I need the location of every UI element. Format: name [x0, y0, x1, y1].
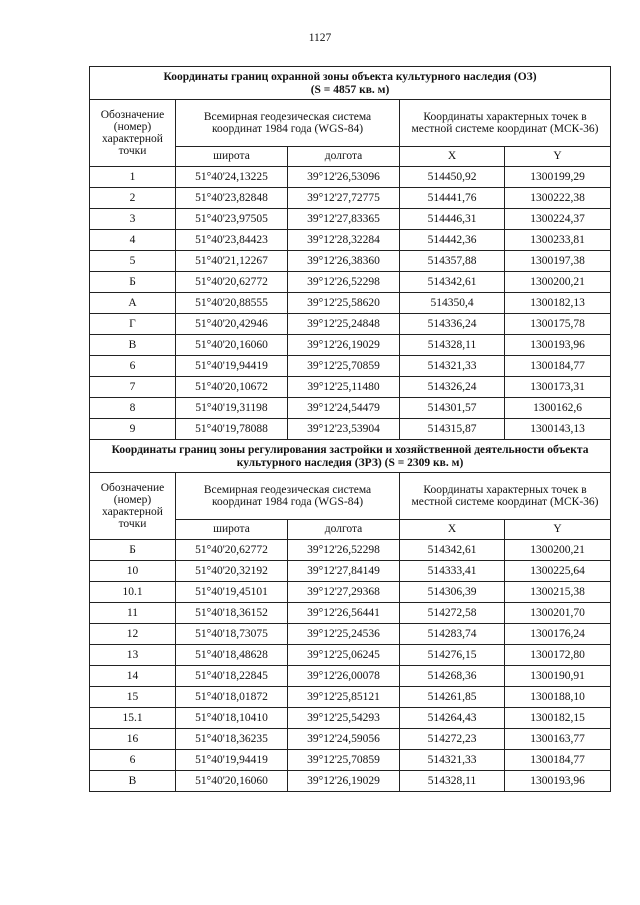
table-row	[90, 419, 611, 440]
longitude-cell: 39°12'25,70859	[288, 750, 400, 771]
zone1-y-header: Y	[505, 147, 611, 167]
x-coordinate-cell: 514326,24	[400, 377, 505, 398]
longitude-cell: 39°12'26,00078	[288, 666, 400, 687]
x-coordinate-cell: 514336,24	[400, 314, 505, 335]
table-row	[90, 687, 611, 708]
longitude-cell: 39°12'25,70859	[288, 356, 400, 377]
longitude-cell: 39°12'26,56441	[288, 603, 400, 624]
x-coordinate-cell: 514276,15	[400, 645, 505, 666]
point-id-cell: 15	[90, 687, 176, 708]
y-coordinate-cell: 1300225,64	[505, 561, 611, 582]
y-coordinate-cell: 1300188,10	[505, 687, 611, 708]
y-coordinate-cell: 1300184,77	[505, 356, 611, 377]
table-row	[90, 666, 611, 687]
y-coordinate-cell: 1300184,77	[505, 750, 611, 771]
zone1-title	[90, 67, 611, 100]
latitude-cell: 51°40'18,10410	[176, 708, 288, 729]
zone1-title-row	[90, 67, 611, 100]
zone2-x-header: X	[400, 520, 505, 540]
y-coordinate-cell: 1300176,24	[505, 624, 611, 645]
x-coordinate-cell: 514301,57	[400, 398, 505, 419]
point-id-cell: 12	[90, 624, 176, 645]
table-row	[90, 561, 611, 582]
zone1-header-row	[90, 100, 611, 147]
longitude-cell: 39°12'26,52298	[288, 272, 400, 293]
longitude-cell: 39°12'24,54479	[288, 398, 400, 419]
y-coordinate-cell: 1300190,91	[505, 666, 611, 687]
latitude-cell: 51°40'23,97505	[176, 209, 288, 230]
point-id-cell: 13	[90, 645, 176, 666]
x-coordinate-cell: 514357,88	[400, 251, 505, 272]
table-row	[90, 272, 611, 293]
latitude-cell: 51°40'20,88555	[176, 293, 288, 314]
zone1-title-text: Координаты границ охранной зоны объекта культурного наследия (ОЗ)	[163, 71, 537, 84]
point-id-cell: 9	[90, 419, 176, 440]
x-coordinate-cell: 514272,23	[400, 729, 505, 750]
zone1-designation-header: Обозначение (номер) характерной точки	[90, 100, 176, 167]
point-id-cell: Г	[90, 314, 176, 335]
latitude-cell: 51°40'19,94419	[176, 750, 288, 771]
x-coordinate-cell: 514306,39	[400, 582, 505, 603]
longitude-cell: 39°12'25,11480	[288, 377, 400, 398]
longitude-cell: 39°12'26,19029	[288, 335, 400, 356]
x-coordinate-cell: 514446,31	[400, 209, 505, 230]
zone1-lat-header: широта	[176, 147, 288, 167]
y-coordinate-cell: 1300172,80	[505, 645, 611, 666]
point-id-cell: В	[90, 335, 176, 356]
zone1-area: (S = 4857 кв. м)	[310, 83, 390, 96]
longitude-cell: 39°12'25,06245	[288, 645, 400, 666]
latitude-cell: 51°40'20,62772	[176, 540, 288, 561]
latitude-cell: 51°40'19,78088	[176, 419, 288, 440]
latitude-cell: 51°40'23,82848	[176, 188, 288, 209]
zone2-designation-header: Обозначение (номер) характерной точки	[90, 473, 176, 540]
table-row	[90, 645, 611, 666]
point-id-cell: 8	[90, 398, 176, 419]
table-row	[90, 377, 611, 398]
latitude-cell: 51°40'20,10672	[176, 377, 288, 398]
longitude-cell: 39°12'27,83365	[288, 209, 400, 230]
point-id-cell: 14	[90, 666, 176, 687]
x-coordinate-cell: 514315,87	[400, 419, 505, 440]
table-row	[90, 230, 611, 251]
point-id-cell: 5	[90, 251, 176, 272]
longitude-cell: 39°12'25,58620	[288, 293, 400, 314]
zone1-x-header: X	[400, 147, 505, 167]
zone2-wgs-header: Всемирная геодезическая система координат 1984 года (WGS-84)	[176, 473, 400, 520]
zone2-title-text: Координаты границ зоны регулирования застройки и хозяйственной деятельности объекта культурного наследия (ЗРЗ)	[111, 444, 589, 469]
x-coordinate-cell: 514342,61	[400, 272, 505, 293]
y-coordinate-cell: 1300222,38	[505, 188, 611, 209]
latitude-cell: 51°40'19,45101	[176, 582, 288, 603]
point-id-cell: 3	[90, 209, 176, 230]
y-coordinate-cell: 1300200,21	[505, 540, 611, 561]
table-row	[90, 209, 611, 230]
y-coordinate-cell: 1300173,31	[505, 377, 611, 398]
longitude-cell: 39°12'23,53904	[288, 419, 400, 440]
latitude-cell: 51°40'23,84423	[176, 230, 288, 251]
y-coordinate-cell: 1300197,38	[505, 251, 611, 272]
longitude-cell: 39°12'25,54293	[288, 708, 400, 729]
y-coordinate-cell: 1300175,78	[505, 314, 611, 335]
table-row	[90, 582, 611, 603]
table-row	[90, 314, 611, 335]
y-coordinate-cell: 1300163,77	[505, 729, 611, 750]
longitude-cell: 39°12'25,24848	[288, 314, 400, 335]
y-coordinate-cell: 1300224,37	[505, 209, 611, 230]
longitude-cell: 39°12'25,24536	[288, 624, 400, 645]
latitude-cell: 51°40'18,36152	[176, 603, 288, 624]
longitude-cell: 39°12'26,52298	[288, 540, 400, 561]
x-coordinate-cell: 514442,36	[400, 230, 505, 251]
latitude-cell: 51°40'20,16060	[176, 335, 288, 356]
point-id-cell: 11	[90, 603, 176, 624]
zone2-header-row	[90, 473, 611, 520]
point-id-cell: 1	[90, 167, 176, 188]
y-coordinate-cell: 1300193,96	[505, 771, 611, 792]
zone1-rows	[90, 167, 611, 440]
zone2-title-row	[90, 440, 611, 473]
latitude-cell: 51°40'20,42946	[176, 314, 288, 335]
y-coordinate-cell: 1300201,70	[505, 603, 611, 624]
zone2-title	[90, 440, 611, 473]
x-coordinate-cell: 514272,58	[400, 603, 505, 624]
y-coordinate-cell: 1300233,81	[505, 230, 611, 251]
latitude-cell: 51°40'20,62772	[176, 272, 288, 293]
point-id-cell: 6	[90, 750, 176, 771]
longitude-cell: 39°12'28,32284	[288, 230, 400, 251]
longitude-cell: 39°12'27,84149	[288, 561, 400, 582]
y-coordinate-cell: 1300143,13	[505, 419, 611, 440]
point-id-cell: Б	[90, 272, 176, 293]
point-id-cell: 7	[90, 377, 176, 398]
longitude-cell: 39°12'24,59056	[288, 729, 400, 750]
x-coordinate-cell: 514268,36	[400, 666, 505, 687]
zone2-rows	[90, 540, 611, 792]
page-number: 1127	[308, 32, 332, 44]
point-id-cell: А	[90, 293, 176, 314]
table-row	[90, 771, 611, 792]
y-coordinate-cell: 1300193,96	[505, 335, 611, 356]
point-id-cell: 6	[90, 356, 176, 377]
table-row	[90, 188, 611, 209]
latitude-cell: 51°40'19,31198	[176, 398, 288, 419]
longitude-cell: 39°12'26,19029	[288, 771, 400, 792]
y-coordinate-cell: 1300182,13	[505, 293, 611, 314]
point-id-cell: Б	[90, 540, 176, 561]
zone2-y-header: Y	[505, 520, 611, 540]
table-row	[90, 540, 611, 561]
y-coordinate-cell: 1300182,15	[505, 708, 611, 729]
point-id-cell: 10.1	[90, 582, 176, 603]
longitude-cell: 39°12'27,72775	[288, 188, 400, 209]
latitude-cell: 51°40'18,73075	[176, 624, 288, 645]
x-coordinate-cell: 514450,92	[400, 167, 505, 188]
coordinates-table	[89, 66, 611, 792]
table-row	[90, 293, 611, 314]
point-id-cell: 16	[90, 729, 176, 750]
x-coordinate-cell: 514342,61	[400, 540, 505, 561]
zone2-msk-header: Координаты характерных точек в местной системе координат (МСК-36)	[400, 473, 611, 520]
x-coordinate-cell: 514321,33	[400, 356, 505, 377]
y-coordinate-cell: 1300215,38	[505, 582, 611, 603]
zone2-lon-header: долгота	[288, 520, 400, 540]
latitude-cell: 51°40'18,01872	[176, 687, 288, 708]
latitude-cell: 51°40'20,16060	[176, 771, 288, 792]
longitude-cell: 39°12'26,53096	[288, 167, 400, 188]
table-row	[90, 708, 611, 729]
x-coordinate-cell: 514333,41	[400, 561, 505, 582]
latitude-cell: 51°40'20,32192	[176, 561, 288, 582]
latitude-cell: 51°40'19,94419	[176, 356, 288, 377]
table-row	[90, 398, 611, 419]
table-row	[90, 729, 611, 750]
zone1-lon-header: долгота	[288, 147, 400, 167]
x-coordinate-cell: 514328,11	[400, 335, 505, 356]
y-coordinate-cell: 1300162,6	[505, 398, 611, 419]
longitude-cell: 39°12'25,85121	[288, 687, 400, 708]
zone2-area: (S = 2309 кв. м)	[384, 456, 464, 469]
table-row	[90, 750, 611, 771]
table-row	[90, 167, 611, 188]
zone1-msk-header: Координаты характерных точек в местной системе координат (МСК-36)	[400, 100, 611, 147]
point-id-cell: 4	[90, 230, 176, 251]
latitude-cell: 51°40'18,48628	[176, 645, 288, 666]
point-id-cell: В	[90, 771, 176, 792]
y-coordinate-cell: 1300200,21	[505, 272, 611, 293]
x-coordinate-cell: 514441,76	[400, 188, 505, 209]
zone1-wgs-header: Всемирная геодезическая система координат 1984 года (WGS-84)	[176, 100, 400, 147]
y-coordinate-cell: 1300199,29	[505, 167, 611, 188]
table-row	[90, 251, 611, 272]
x-coordinate-cell: 514350,4	[400, 293, 505, 314]
latitude-cell: 51°40'18,22845	[176, 666, 288, 687]
table-row	[90, 356, 611, 377]
point-id-cell: 10	[90, 561, 176, 582]
point-id-cell: 15.1	[90, 708, 176, 729]
x-coordinate-cell: 514328,11	[400, 771, 505, 792]
table-row	[90, 603, 611, 624]
longitude-cell: 39°12'27,29368	[288, 582, 400, 603]
x-coordinate-cell: 514321,33	[400, 750, 505, 771]
x-coordinate-cell: 514261,85	[400, 687, 505, 708]
zone2-lat-header: широта	[176, 520, 288, 540]
table-row	[90, 335, 611, 356]
latitude-cell: 51°40'21,12267	[176, 251, 288, 272]
x-coordinate-cell: 514283,74	[400, 624, 505, 645]
longitude-cell: 39°12'26,38360	[288, 251, 400, 272]
latitude-cell: 51°40'18,36235	[176, 729, 288, 750]
x-coordinate-cell: 514264,43	[400, 708, 505, 729]
table-row	[90, 624, 611, 645]
latitude-cell: 51°40'24,13225	[176, 167, 288, 188]
point-id-cell: 2	[90, 188, 176, 209]
